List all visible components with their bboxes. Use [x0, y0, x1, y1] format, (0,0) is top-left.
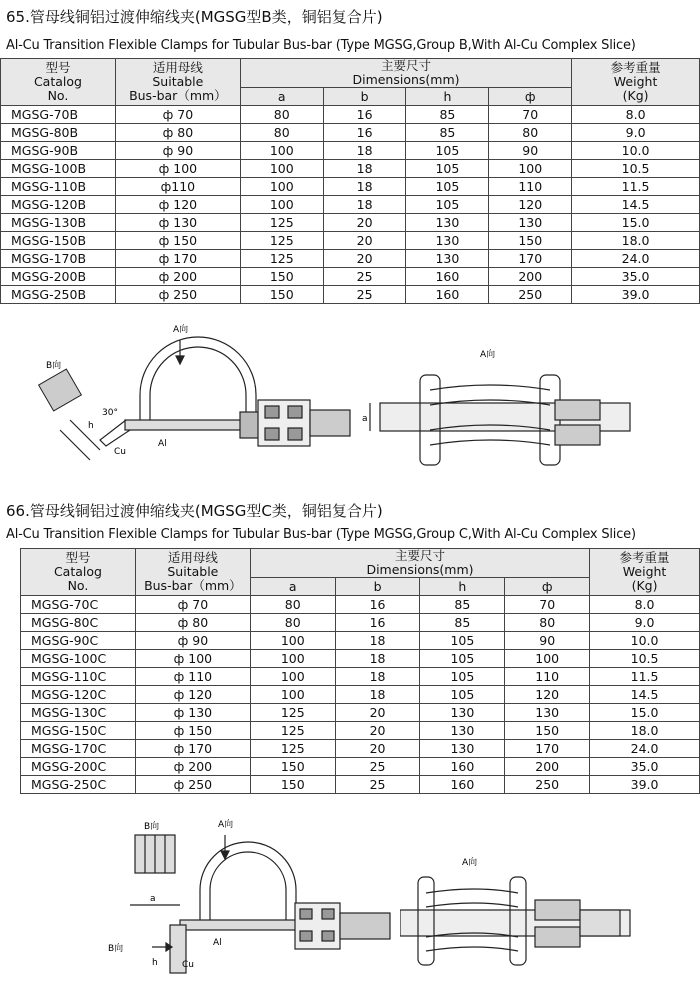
header-h: h	[406, 88, 489, 106]
cell-h: 105	[420, 668, 505, 686]
cell-weight: 8.0	[572, 106, 700, 124]
cell-phi: 200	[505, 758, 590, 776]
cell-catalog: MGSG-110B	[1, 178, 116, 196]
cell-b: 20	[335, 740, 420, 758]
table-row	[1, 232, 700, 250]
cell-bus-bar: ф 170	[115, 250, 240, 268]
cell-b: 25	[335, 776, 420, 794]
table-row	[1, 214, 700, 232]
header-bus-bar: 适用母线 Suitable Bus-bar（mm）	[135, 549, 250, 596]
cell-a: 125	[250, 740, 335, 758]
table-row	[1, 286, 700, 304]
cell-h: 105	[406, 142, 489, 160]
cell-weight: 9.0	[590, 614, 700, 632]
cell-bus-bar: ф 90	[135, 632, 250, 650]
cell-bus-bar: ф 170	[135, 740, 250, 758]
table-row	[1, 250, 700, 268]
cell-b: 18	[335, 650, 420, 668]
cell-bus-bar: ф 200	[115, 268, 240, 286]
cell-catalog: MGSG-130B	[1, 214, 116, 232]
cell-catalog: MGSG-170B	[1, 250, 116, 268]
cell-bus-bar: ф 70	[115, 106, 240, 124]
cell-phi: 120	[489, 196, 572, 214]
section-c-title-en: Al-Cu Transition Flexible Clamps for Tubular Bus-bar (Type MGSG,Group C,With Al-Cu Complex Slice)	[6, 527, 636, 542]
table-row	[1, 268, 700, 286]
label-al: Al	[158, 439, 167, 449]
table-row	[1, 142, 700, 160]
header-a: a	[240, 88, 323, 106]
cell-a: 100	[240, 142, 323, 160]
header-weight: 参考重量 Weight (Kg)	[590, 549, 700, 596]
cell-a: 100	[240, 196, 323, 214]
table-row	[21, 632, 700, 650]
table-row	[21, 704, 700, 722]
cell-h: 130	[406, 232, 489, 250]
cell-weight: 18.0	[590, 722, 700, 740]
cell-catalog: MGSG-250C	[21, 776, 136, 794]
diagram-c-top-view	[400, 855, 700, 985]
cell-a: 150	[240, 268, 323, 286]
cell-b: 25	[335, 758, 420, 776]
header-b: b	[335, 578, 420, 596]
cell-a: 125	[250, 722, 335, 740]
cell-phi: 90	[489, 142, 572, 160]
cell-phi: 110	[505, 668, 590, 686]
cell-catalog: MGSG-120B	[1, 196, 116, 214]
cell-weight: 39.0	[572, 286, 700, 304]
cell-weight: 10.5	[572, 160, 700, 178]
cell-h: 105	[420, 632, 505, 650]
cell-bus-bar: ф 80	[135, 614, 250, 632]
cell-weight: 10.0	[572, 142, 700, 160]
cell-a: 100	[250, 632, 335, 650]
cell-bus-bar: ф 120	[115, 196, 240, 214]
cell-phi: 70	[489, 106, 572, 124]
cell-phi: 170	[489, 250, 572, 268]
label-a-direction-top: A向	[480, 350, 496, 360]
cell-bus-bar: ф110	[115, 178, 240, 196]
cell-a: 150	[250, 776, 335, 794]
label-a-direction: A向	[218, 820, 234, 830]
header-phi: ф	[505, 578, 590, 596]
cell-h: 105	[406, 160, 489, 178]
cell-a: 80	[250, 596, 335, 614]
header-a: a	[250, 578, 335, 596]
cell-h: 105	[420, 650, 505, 668]
cell-phi: 90	[505, 632, 590, 650]
cell-h: 130	[420, 740, 505, 758]
table-row	[21, 650, 700, 668]
cell-weight: 35.0	[590, 758, 700, 776]
label-h: h	[88, 421, 94, 431]
cell-h: 130	[406, 250, 489, 268]
diagram-b-side-view	[30, 320, 360, 485]
cell-weight: 14.5	[572, 196, 700, 214]
cell-catalog: MGSG-110C	[21, 668, 136, 686]
cell-b: 25	[323, 268, 406, 286]
cell-b: 20	[323, 232, 406, 250]
cell-catalog: MGSG-150C	[21, 722, 136, 740]
section-b-title-cn: 65.管母线铜铝过渡伸缩线夹(MGSG型B类，铜铝复合片)	[6, 8, 383, 26]
header-dimensions: 主要尺寸 Dimensions(mm)	[250, 549, 589, 578]
cell-weight: 8.0	[590, 596, 700, 614]
table-row	[21, 776, 700, 794]
cell-catalog: MGSG-200B	[1, 268, 116, 286]
label-a-dim: a	[150, 894, 156, 904]
cell-a: 80	[250, 614, 335, 632]
cell-bus-bar: ф 130	[115, 214, 240, 232]
cell-phi: 120	[505, 686, 590, 704]
cell-a: 150	[250, 758, 335, 776]
cell-h: 130	[420, 704, 505, 722]
header-catalog: 型号 Catalog No.	[1, 59, 116, 106]
cell-b: 18	[335, 632, 420, 650]
cell-h: 160	[420, 758, 505, 776]
cell-h: 160	[420, 776, 505, 794]
spec-table-b	[0, 58, 700, 304]
cell-catalog: MGSG-70B	[1, 106, 116, 124]
cell-catalog: MGSG-170C	[21, 740, 136, 758]
cell-catalog: MGSG-150B	[1, 232, 116, 250]
cell-phi: 100	[489, 160, 572, 178]
cell-weight: 18.0	[572, 232, 700, 250]
cell-catalog: MGSG-100B	[1, 160, 116, 178]
cell-a: 125	[250, 704, 335, 722]
cell-bus-bar: ф 200	[135, 758, 250, 776]
label-b-direction: B向	[144, 822, 160, 832]
cell-bus-bar: ф 90	[115, 142, 240, 160]
header-dimensions: 主要尺寸 Dimensions(mm)	[240, 59, 571, 88]
cell-a: 125	[240, 214, 323, 232]
cell-b: 16	[323, 106, 406, 124]
header-catalog: 型号 Catalog No.	[21, 549, 136, 596]
cell-phi: 80	[489, 124, 572, 142]
section-c-title-cn: 66.管母线铜铝过渡伸缩线夹(MGSG型C类，铜铝复合片)	[6, 502, 383, 520]
section-b-title-en: Al-Cu Transition Flexible Clamps for Tubular Bus-bar (Type MGSG,Group B,With Al-Cu Complex Slice)	[6, 38, 636, 53]
cell-phi: 80	[505, 614, 590, 632]
cell-bus-bar: ф 80	[115, 124, 240, 142]
cell-bus-bar: ф 250	[135, 776, 250, 794]
label-b-direction: B向	[46, 361, 62, 371]
cell-bus-bar: ф 130	[135, 704, 250, 722]
header-weight: 参考重量 Weight (Kg)	[572, 59, 700, 106]
cell-bus-bar: ф 150	[135, 722, 250, 740]
table-row	[21, 668, 700, 686]
cell-b: 18	[335, 686, 420, 704]
cell-weight: 15.0	[590, 704, 700, 722]
cell-catalog: MGSG-70C	[21, 596, 136, 614]
cell-weight: 24.0	[572, 250, 700, 268]
table-row	[21, 722, 700, 740]
cell-h: 105	[406, 178, 489, 196]
cell-bus-bar: ф 100	[115, 160, 240, 178]
cell-b: 16	[323, 124, 406, 142]
cell-a: 125	[240, 232, 323, 250]
cell-b: 20	[335, 722, 420, 740]
cell-b: 16	[335, 614, 420, 632]
label-cu: Cu	[182, 960, 194, 970]
cell-phi: 200	[489, 268, 572, 286]
table-row	[21, 686, 700, 704]
cell-phi: 100	[505, 650, 590, 668]
cell-weight: 39.0	[590, 776, 700, 794]
header-phi: ф	[489, 88, 572, 106]
cell-catalog: MGSG-100C	[21, 650, 136, 668]
cell-bus-bar: ф 150	[115, 232, 240, 250]
table-row	[1, 196, 700, 214]
header-h: h	[420, 578, 505, 596]
label-angle: 30°	[102, 408, 118, 418]
cell-weight: 15.0	[572, 214, 700, 232]
cell-phi: 150	[505, 722, 590, 740]
cell-weight: 14.5	[590, 686, 700, 704]
cell-phi: 170	[505, 740, 590, 758]
cell-phi: 130	[505, 704, 590, 722]
cell-bus-bar: ф 120	[135, 686, 250, 704]
label-a-dim: a	[362, 414, 368, 424]
cell-catalog: MGSG-80B	[1, 124, 116, 142]
cell-h: 85	[420, 596, 505, 614]
cell-h: 160	[406, 286, 489, 304]
cell-h: 160	[406, 268, 489, 286]
header-b: b	[323, 88, 406, 106]
cell-catalog: MGSG-250B	[1, 286, 116, 304]
cell-phi: 250	[489, 286, 572, 304]
cell-catalog: MGSG-200C	[21, 758, 136, 776]
label-cu: Cu	[114, 447, 126, 457]
cell-catalog: MGSG-120C	[21, 686, 136, 704]
cell-h: 105	[420, 686, 505, 704]
header-bus-bar: 适用母线 Suitable Bus-bar（mm）	[115, 59, 240, 106]
table-row	[1, 178, 700, 196]
cell-catalog: MGSG-90C	[21, 632, 136, 650]
cell-b: 16	[335, 596, 420, 614]
cell-bus-bar: ф 250	[115, 286, 240, 304]
cell-b: 18	[323, 160, 406, 178]
cell-b: 18	[323, 196, 406, 214]
cell-a: 100	[250, 668, 335, 686]
diagram-c-side-view	[100, 815, 400, 1000]
label-a-direction: A向	[173, 325, 189, 335]
cell-a: 100	[240, 178, 323, 196]
table-row	[21, 740, 700, 758]
cell-h: 85	[406, 124, 489, 142]
cell-phi: 110	[489, 178, 572, 196]
cell-b: 18	[323, 142, 406, 160]
cell-h: 85	[406, 106, 489, 124]
cell-b: 20	[323, 214, 406, 232]
cell-phi: 130	[489, 214, 572, 232]
label-h: h	[152, 958, 158, 968]
cell-catalog: MGSG-80C	[21, 614, 136, 632]
cell-weight: 24.0	[590, 740, 700, 758]
cell-a: 100	[250, 650, 335, 668]
cell-b: 20	[335, 704, 420, 722]
cell-a: 80	[240, 124, 323, 142]
cell-h: 85	[420, 614, 505, 632]
cell-phi: 70	[505, 596, 590, 614]
label-al: Al	[213, 938, 222, 948]
cell-phi: 250	[505, 776, 590, 794]
cell-b: 25	[323, 286, 406, 304]
diagram-b-top-view	[360, 345, 700, 485]
cell-catalog: MGSG-130C	[21, 704, 136, 722]
table-row	[21, 758, 700, 776]
spec-table-c	[20, 548, 700, 794]
label-a-direction-top: A向	[462, 858, 478, 868]
cell-weight: 10.0	[590, 632, 700, 650]
cell-weight: 35.0	[572, 268, 700, 286]
table-row	[1, 124, 700, 142]
table-row	[1, 106, 700, 124]
cell-a: 100	[240, 160, 323, 178]
cell-b: 20	[323, 250, 406, 268]
cell-a: 150	[240, 286, 323, 304]
cell-a: 80	[240, 106, 323, 124]
table-row	[21, 596, 700, 614]
cell-h: 130	[406, 214, 489, 232]
cell-weight: 9.0	[572, 124, 700, 142]
cell-bus-bar: ф 100	[135, 650, 250, 668]
table-row	[1, 160, 700, 178]
cell-b: 18	[323, 178, 406, 196]
table-row	[21, 614, 700, 632]
cell-weight: 11.5	[590, 668, 700, 686]
cell-phi: 150	[489, 232, 572, 250]
cell-bus-bar: ф 70	[135, 596, 250, 614]
cell-b: 18	[335, 668, 420, 686]
cell-h: 105	[406, 196, 489, 214]
cell-weight: 10.5	[590, 650, 700, 668]
cell-weight: 11.5	[572, 178, 700, 196]
cell-catalog: MGSG-90B	[1, 142, 116, 160]
label-b-direction-side: B向	[108, 944, 124, 954]
cell-a: 125	[240, 250, 323, 268]
cell-a: 100	[250, 686, 335, 704]
cell-h: 130	[420, 722, 505, 740]
cell-bus-bar: ф 110	[135, 668, 250, 686]
